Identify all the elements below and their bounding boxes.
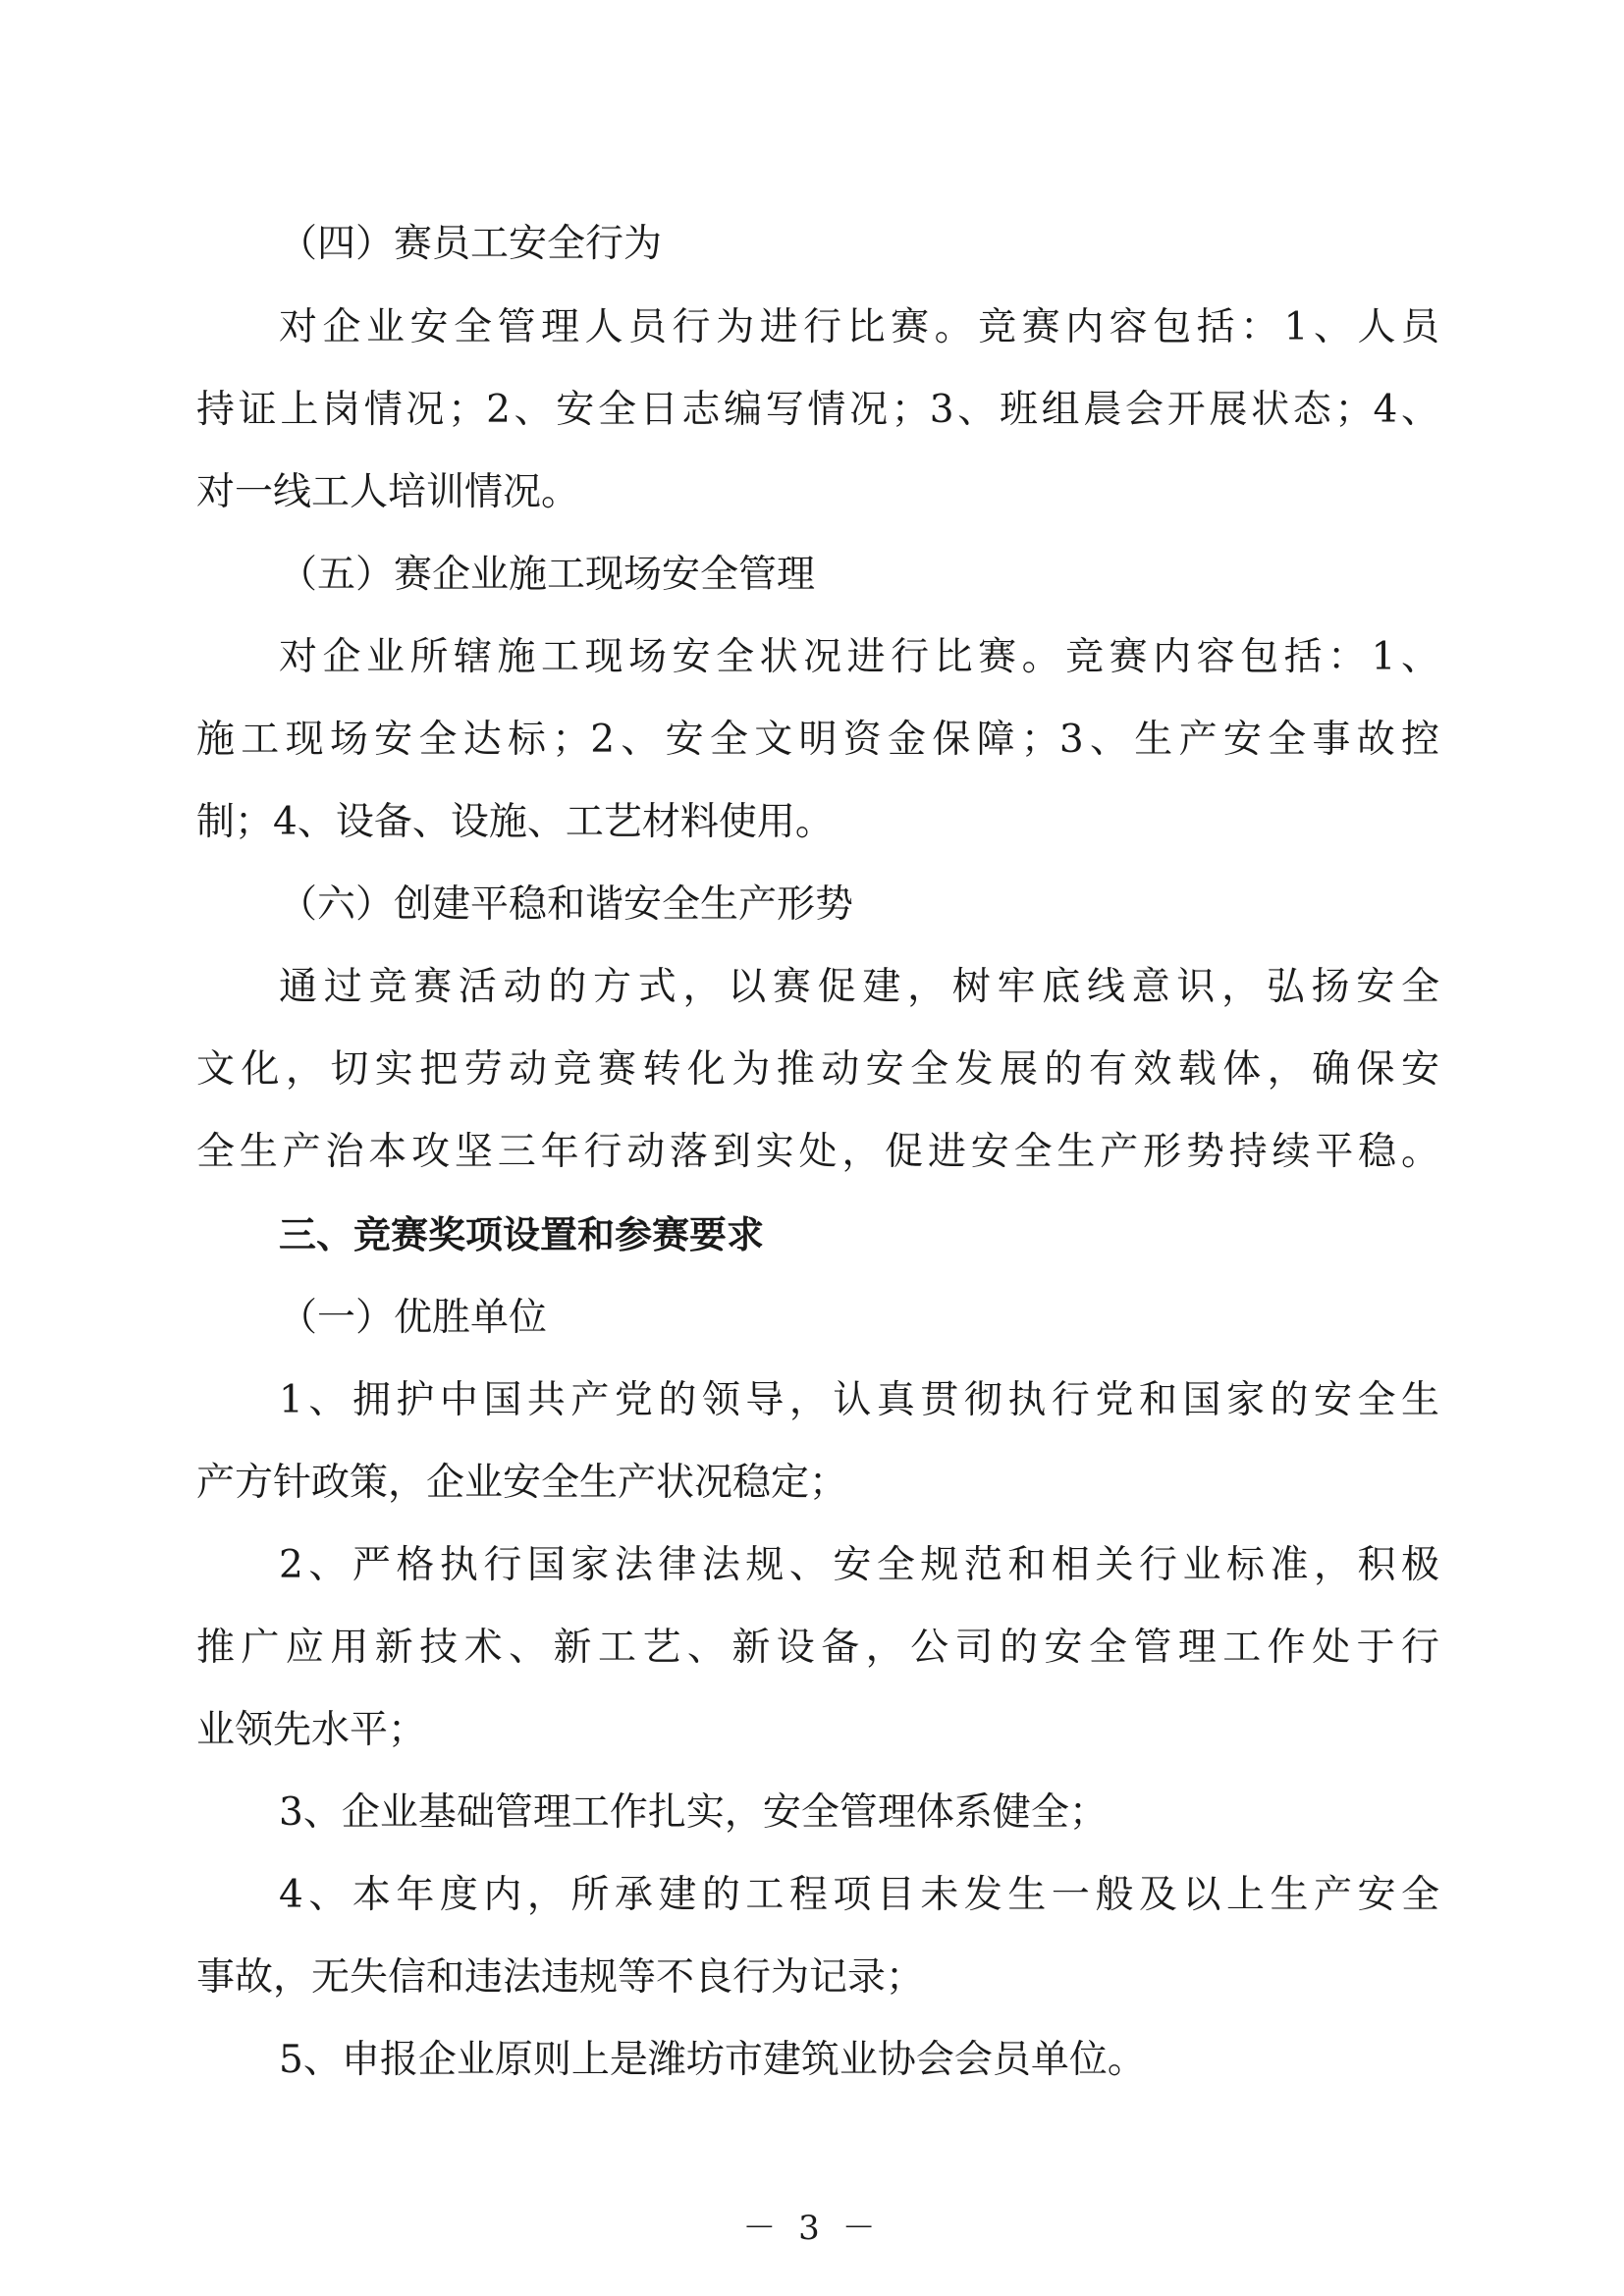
section-heading-three: 三、竞赛奖项设置和参赛要求	[279, 1213, 765, 1256]
paragraph-line: 对企业所辖施工现场安全状况进行比赛。竞赛内容包括：1、	[279, 635, 1439, 679]
paragraph-line: 对企业安全管理人员行为进行比赛。竞赛内容包括：1、人员	[279, 305, 1439, 349]
paragraph-line: 4、本年度内，所承建的工程项目未发生一般及以上生产安全	[279, 1873, 1439, 1917]
page-number: － 3 －	[742, 2209, 882, 2248]
subheading-one: （一）优胜单位	[279, 1296, 548, 1340]
subheading-four: （四）赛员工安全行为	[279, 222, 663, 266]
paragraph-line: 5、申报企业原则上是潍坊市建筑业协会会员单位。	[279, 2038, 1146, 2082]
paragraph-line: 产方针政策，企业安全生产状况稳定；	[196, 1461, 848, 1505]
subheading-six: （六）创建平稳和谐安全生产形势	[279, 882, 854, 927]
paragraph-line: 事故，无失信和违法违规等不良行为记录；	[196, 1955, 925, 2000]
paragraph-line: 制；4、设备、设施、工艺材料使用。	[196, 800, 834, 844]
paragraph-line: 持证上岗情况；2、安全日志编写情况；3、班组晨会开展状态；4、	[196, 388, 1439, 432]
paragraph-line: 2、严格执行国家法律法规、安全规范和相关行业标准，积极	[279, 1543, 1439, 1587]
paragraph-line: 全生产治本攻坚三年行动落到实处，促进安全生产形势持续平稳。	[196, 1130, 1439, 1174]
paragraph-line: 3、企业基础管理工作扎实，安全管理体系健全；	[279, 1790, 1108, 1835]
paragraph-line: 通过竞赛活动的方式，以赛促建，树牢底线意识，弘扬安全	[279, 965, 1439, 1009]
paragraph-line: 对一线工人培训情况。	[196, 470, 580, 514]
subheading-five: （五）赛企业施工现场安全管理	[279, 553, 816, 597]
paragraph-line: 施工现场安全达标；2、安全文明资金保障；3、生产安全事故控	[196, 718, 1439, 762]
paragraph-line: 1、拥护中国共产党的领导，认真贯彻执行党和国家的安全生	[279, 1378, 1439, 1422]
paragraph-line: 业领先水平；	[196, 1708, 427, 1752]
paragraph-line: 文化，切实把劳动竞赛转化为推动安全发展的有效载体，确保安	[196, 1047, 1439, 1092]
paragraph-line: 推广应用新技术、新工艺、新设备，公司的安全管理工作处于行	[196, 1626, 1439, 1670]
